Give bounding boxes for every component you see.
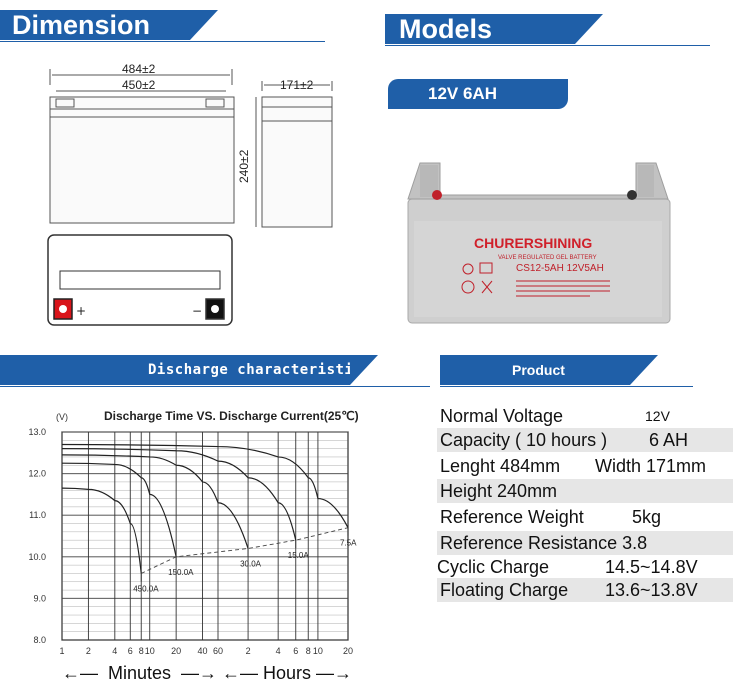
chart-series	[62, 444, 357, 593]
product-row-name: Reference Resistance 3.8	[440, 533, 648, 553]
product-row	[437, 454, 733, 478]
product-row-name: Floating Charge	[440, 580, 569, 600]
product-row-value: 14.5~14.8V	[605, 557, 698, 577]
product-row-name: Capacity ( 10 hours )	[440, 430, 608, 450]
product-row	[437, 578, 733, 602]
chart-x-tick-label: 10	[312, 646, 323, 656]
product-row-value: Width 171mm	[595, 456, 707, 476]
chart-y-tick-label: 10.0	[28, 551, 46, 562]
negative-terminal-icon: −	[192, 304, 203, 318]
discharge-heading: Discharge characteristics	[148, 362, 372, 378]
height-dimension: 240±2	[237, 149, 251, 183]
models-heading-banner	[385, 14, 575, 44]
product-row-name: Reference Weight	[440, 507, 584, 527]
chart-x-tick-label: 4	[275, 646, 281, 656]
dimension-drawings	[0, 55, 380, 345]
chart-x-tick-label: 6	[293, 646, 299, 656]
product-row-name: Height 240mm	[440, 481, 558, 501]
model-badge: 12V 6AH	[388, 79, 568, 109]
minutes-axis-section: ←— Minutes —→	[62, 663, 218, 683]
positive-terminal-icon: +	[76, 304, 87, 318]
product-row-name: Cyclic Charge	[437, 557, 550, 577]
chart-y-tick-label: 12.0	[28, 468, 46, 479]
hours-label: Hours	[263, 663, 312, 683]
product-row	[437, 505, 733, 529]
chart-series-label: 450.0A	[133, 584, 159, 594]
product-row	[437, 531, 733, 555]
chart-y-tick-label: 9.0	[33, 593, 46, 604]
models-heading: Models	[399, 14, 493, 44]
product-row	[437, 479, 733, 503]
chart-series-label: 15.0A	[287, 551, 309, 561]
dimension-heading-banner	[0, 10, 190, 40]
battery-brand: CHURERSHINING	[474, 235, 593, 251]
chart-series-line	[62, 455, 248, 549]
chart-series-line	[62, 488, 141, 573]
product-row-name: Lenght 484mm	[440, 456, 561, 476]
chart-x-tick-label: 60	[212, 646, 224, 656]
front-view-drawing	[50, 69, 234, 223]
inner-length-dimension: 450±2	[122, 78, 156, 92]
chart-x-tick-label: 6	[127, 646, 133, 656]
chart-x-tick-label: 2	[85, 646, 91, 656]
chart-x-tick-label: 2	[245, 646, 251, 656]
product-row	[437, 428, 733, 452]
battery-type-line: VALVE REGULATED GEL BATTERY	[498, 255, 597, 261]
chart-x-tick-label: 8	[138, 646, 144, 656]
dimension-heading: Dimension	[12, 10, 151, 40]
product-row-value: 13.6~13.8V	[605, 580, 698, 600]
chart-y-tick-label: 8.0	[33, 635, 46, 645]
product-heading-banner	[440, 355, 630, 385]
chart-x-tick-label: 8	[305, 646, 311, 656]
chart-x-tick-label: 4	[112, 646, 118, 656]
discharge-chart	[0, 388, 380, 700]
battery-model-line: CS12-5AH 12V5AH	[516, 263, 604, 274]
chart-series-line	[62, 449, 296, 541]
chart-series-line	[62, 463, 176, 557]
hours-axis-section: ←— Hours —→	[222, 663, 353, 683]
width-dimension: 171±2	[280, 78, 314, 92]
chart-x-tick-label: 40	[197, 646, 208, 656]
chart-series-label: 30.0A	[240, 559, 261, 569]
chart-y-tick-label: 11.0	[29, 510, 46, 521]
chart-x-tick-label: 1	[59, 646, 65, 656]
minutes-label: Minutes	[108, 663, 172, 683]
chart-y-tick-label: 13.0	[28, 427, 46, 437]
side-view-drawing	[256, 81, 332, 227]
product-row-value: 6 AH	[649, 430, 689, 450]
product-row	[437, 555, 733, 579]
chart-plot-frame	[62, 432, 348, 640]
chart-y-unit: (V)	[56, 412, 68, 422]
product-row-name: Normal Voltage	[440, 406, 564, 426]
product-heading: Product	[512, 362, 565, 378]
battery-photo	[400, 155, 680, 330]
chart-title: Discharge Time VS. Discharge Current(25℃)	[104, 409, 359, 423]
product-row-value: 12V	[645, 408, 670, 424]
chart-series-label: 150.0A	[168, 567, 194, 577]
chart-grid	[62, 432, 348, 640]
chart-x-tick-label: 20	[342, 646, 354, 656]
chart-ticks	[28, 427, 353, 656]
chart-series-label: 7.5A	[340, 538, 357, 548]
chart-x-tick-label: 10	[144, 646, 155, 656]
chart-x-tick-label: 20	[171, 646, 182, 656]
product-row-value: 5kg	[632, 507, 662, 527]
discharge-heading-banner	[0, 355, 372, 385]
overall-length-dimension: 484±2	[122, 62, 156, 76]
product-row	[437, 404, 733, 428]
